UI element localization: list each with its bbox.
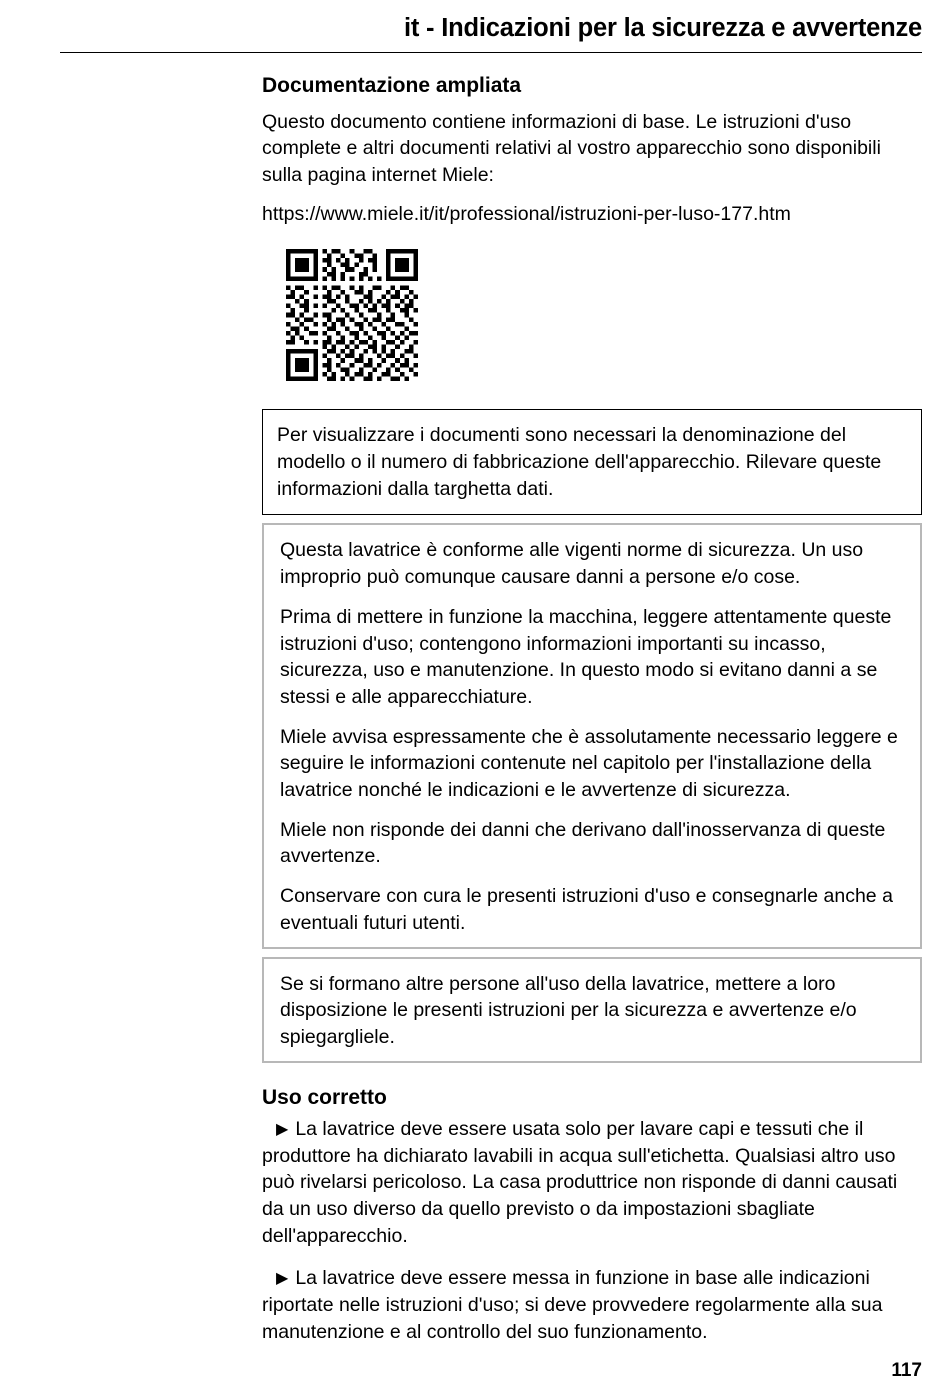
bullet-arrow-icon: ▶ — [276, 1120, 289, 1138]
section-title-documentazione: Documentazione ampliata — [262, 74, 522, 98]
list-item-text: La lavatrice deve essere usata solo per lavare capi e tessuti che il produttore ha dichiarato lavabili in acqua sull'etichetta. Qualsiasi altro uso può rivelarsi pericoloso. La casa produttrice non risponde di danni causati da un uso diverso da quello previsto o da impostazioni sbagliate dell'apparecchio. — [262, 1117, 898, 1247]
page-content — [262, 53, 922, 1345]
warning-box-secondary — [262, 957, 922, 1063]
warning-paragraph: Questa lavatrice è conforme alle vigenti norme di sicurezza. Un uso improprio può comunque causare danni a persone e/o cose. — [280, 539, 864, 589]
warning-paragraph: Conservare con cura le presenti istruzioni d'uso e consegnarle anche a eventuali futuri utenti. — [280, 885, 893, 934]
warning-box-primary — [262, 523, 922, 948]
miele-url: https://www.miele.it/it/professional/istruzioni-per-luso-177.htm — [262, 202, 791, 225]
bullet-arrow-icon: ▶ — [276, 1270, 289, 1288]
page-header — [0, 0, 950, 43]
page-title: it - Indicazioni per la sicurezza e avvertenze — [404, 14, 922, 42]
warning-box-secondary-text: Se si formano altre persone all'uso della lavatrice, mettere a loro disposizione le presenti istruzioni per la sicurezza e avvertenze e/o spiegargliele. — [280, 972, 857, 1048]
list-item — [262, 1116, 922, 1250]
qr-code-wrapper — [286, 249, 922, 381]
warning-paragraph: Miele non risponde dei danni che derivano dall'inosservanza di queste avvertenze. — [280, 818, 886, 868]
warning-paragraph: Prima di mettere in funzione la macchina, leggere attentamente queste istruzioni d'uso; contengono informazioni importanti su incasso, sicurezza, uso e manutenzione. In questo modo si evitano danni a se stessi e alle apparecchiature. — [280, 605, 892, 708]
qr-code-icon — [286, 249, 418, 381]
list-item-text: La lavatrice deve essere messa in funzione in base alle indicazioni riportate nelle istruzioni d'uso; si deve provvedere regolarmente alla sua manutenzione e al controllo del suo funzionamento. — [262, 1267, 883, 1343]
list-item — [262, 1265, 922, 1345]
section-title-uso-corretto: Uso corretto — [262, 1085, 387, 1109]
page-number: 117 — [891, 1360, 922, 1381]
note-box — [262, 409, 922, 515]
warning-paragraph: Miele avvisa espressamente che è assolutamente necessario leggere e seguire le informazioni contenute nel capitolo per l'installazione della lavatrice nonché le indicazioni e le avvertenze di sicurezza. — [280, 725, 898, 802]
documentazione-paragraph: Questo documento contiene informazioni di base. Le istruzioni d'uso complete e altri documenti relativi al vostro apparecchio sono disponibili sulla pagina internet Miele: — [262, 110, 881, 186]
note-box-text: Per visualizzare i documenti sono necessari la denominazione del modello o il numero di fabbricazione dell'apparecchio. Rilevare queste informazioni dalla targhetta dati. — [277, 424, 882, 500]
